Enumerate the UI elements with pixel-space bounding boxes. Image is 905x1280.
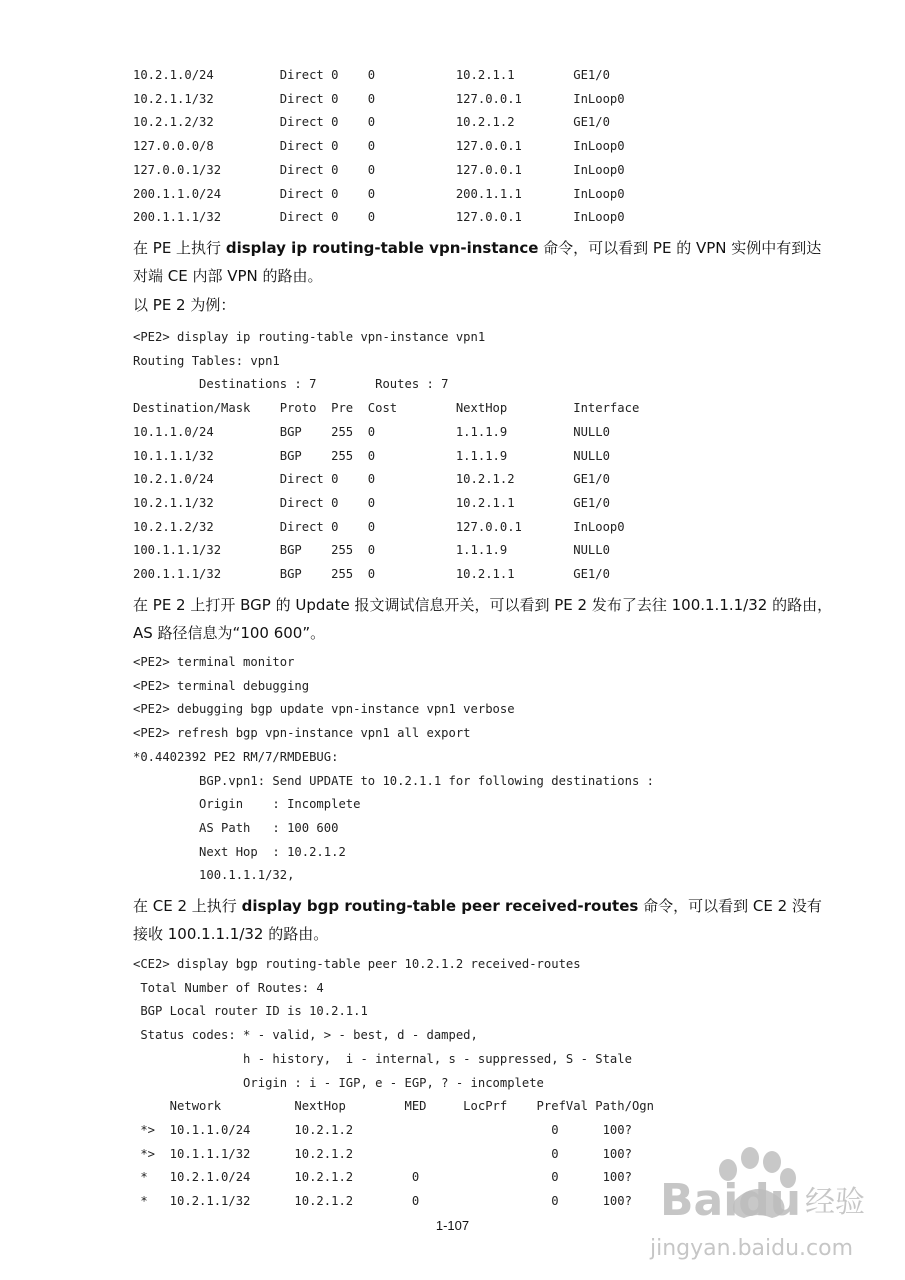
code-line: <PE2> terminal debugging — [133, 678, 310, 693]
code-line: h - history, i - internal, s - suppressed, S - Stale — [133, 1051, 632, 1066]
paragraph-bgp-update-debug: 在 PE 2 上打开 BGP 的 Update 报文调试信息开关，可以看到 PE 2 发布了去往 100.1.1.1/32 的路由，AS 路径信息为“100 600”。 — [133, 596, 833, 642]
code-line: 10.2.1.2/32 Direct 0 0 10.2.1.2 GE1/0 — [133, 115, 610, 130]
debug-commands-output — [133, 651, 654, 888]
code-line: 10.2.1.0/24 Direct 0 0 10.2.1.1 GE1/0 — [133, 68, 610, 82]
watermark-brand-cn: 经验 — [805, 1185, 865, 1220]
command-name: display ip routing-table vpn-instance — [225, 239, 539, 257]
baidu-jingyan-watermark — [640, 1140, 890, 1265]
code-line: AS Path : 100 600 — [133, 820, 339, 835]
code-line: 10.2.1.0/24 Direct 0 0 10.2.1.2 GE1/0 — [133, 472, 610, 487]
routing-table-output-1 — [133, 64, 625, 230]
code-line: BGP Local router ID is 10.2.1.1 — [133, 1004, 368, 1019]
code-line: * 10.2.1.1/32 10.2.1.2 0 0 100? — [133, 1194, 632, 1209]
para-text: 在 PE 上执行 — [133, 239, 226, 257]
code-line: Total Number of Routes: 4 — [133, 980, 324, 995]
paragraph-example-pe2: 以 PE 2 为例： — [133, 296, 236, 314]
code-line: 100.1.1.1/32 BGP 255 0 1.1.1.9 NULL0 — [133, 543, 610, 558]
code-line: Routing Tables: vpn1 — [133, 353, 280, 368]
code-line: Status codes: * - valid, > - best, d - damped, — [133, 1028, 478, 1043]
code-line: <CE2> display bgp routing-table peer 10.2.1.2 received-routes — [133, 957, 581, 971]
code-line: 200.1.1.1/32 BGP 255 0 10.2.1.1 GE1/0 — [133, 567, 610, 582]
code-line: *> 10.1.1.0/24 10.2.1.2 0 100? — [133, 1122, 632, 1137]
code-line: Origin : Incomplete — [133, 797, 361, 812]
code-line: *0.4402392 PE2 RM/7/RMDEBUG: — [133, 749, 339, 764]
code-line: 10.2.1.1/32 Direct 0 0 127.0.0.1 InLoop0 — [133, 91, 625, 106]
code-line: 10.1.1.0/24 BGP 255 0 1.1.1.9 NULL0 — [133, 424, 610, 439]
code-line: Next Hop : 10.2.1.2 — [133, 844, 346, 859]
para-text: 命令，可以看到 PE 的 VPN 实例中有到达对端 CE 内部 VPN 的路由。 — [133, 239, 822, 285]
code-line: <PE2> terminal monitor — [133, 655, 295, 669]
code-line: Origin : i - IGP, e - EGP, ? - incomplete — [133, 1075, 544, 1090]
bgp-received-routes-output — [133, 953, 654, 1214]
code-line: 127.0.0.1/32 Direct 0 0 127.0.0.1 InLoop0 — [133, 162, 625, 177]
code-line: 10.2.1.1/32 Direct 0 0 10.2.1.1 GE1/0 — [133, 495, 610, 510]
code-line: 10.2.1.2/32 Direct 0 0 127.0.0.1 InLoop0 — [133, 519, 625, 534]
code-line: Network NextHop MED LocPrf PrefVal Path/Ogn — [133, 1099, 654, 1114]
code-line: 10.1.1.1/32 BGP 255 0 1.1.1.9 NULL0 — [133, 448, 610, 463]
watermark-url: jingyan.baidu.com — [650, 1236, 854, 1261]
code-line: 200.1.1.1/32 Direct 0 0 127.0.0.1 InLoop0 — [133, 210, 625, 225]
code-line: <PE2> display ip routing-table vpn-instance vpn1 — [133, 330, 486, 344]
code-line: 100.1.1.1/32, — [133, 868, 295, 883]
watermark-brand: Baidu — [660, 1175, 802, 1226]
code-line: Destinations : 7 Routes : 7 — [133, 377, 449, 392]
page-number: 1-107 — [435, 1218, 470, 1233]
code-line: *> 10.1.1.1/32 10.2.1.2 0 100? — [133, 1146, 632, 1161]
code-line: 127.0.0.0/8 Direct 0 0 127.0.0.1 InLoop0 — [133, 139, 625, 154]
paragraph-ce2-display-command — [133, 892, 833, 948]
command-name: display bgp routing-table peer received-routes — [241, 897, 639, 915]
code-line: <PE2> refresh bgp vpn-instance vpn1 all export — [133, 726, 471, 741]
code-line: Destination/Mask Proto Pre Cost NextHop Interface — [133, 401, 640, 416]
code-line: <PE2> debugging bgp update vpn-instance vpn1 verbose — [133, 702, 515, 717]
vpn-routing-table-output — [133, 326, 639, 587]
paragraph-pe-display-command — [133, 234, 833, 290]
code-line: 200.1.1.0/24 Direct 0 0 200.1.1.1 InLoop0 — [133, 186, 625, 201]
code-line: * 10.2.1.0/24 10.2.1.2 0 0 100? — [133, 1170, 632, 1185]
para-text: 在 CE 2 上执行 — [133, 897, 242, 915]
code-line: BGP.vpn1: Send UPDATE to 10.2.1.1 for following destinations : — [133, 773, 654, 788]
para-text: 命令，可以看到 CE 2 没有接收 100.1.1.1/32 的路由。 — [133, 897, 822, 943]
